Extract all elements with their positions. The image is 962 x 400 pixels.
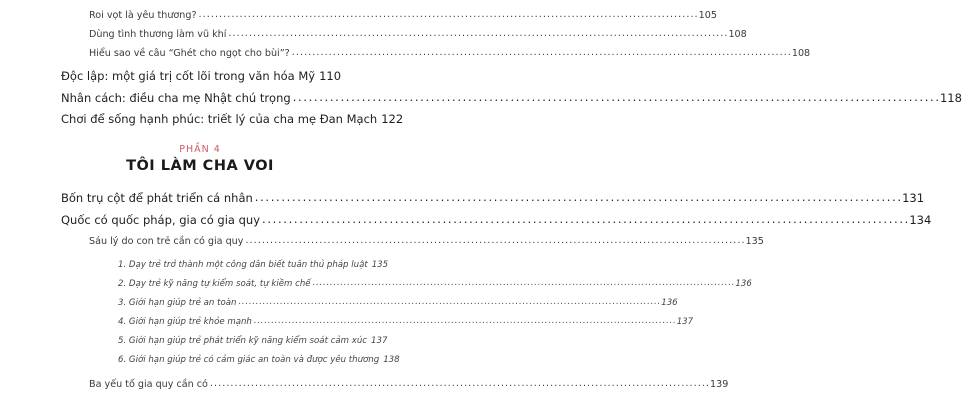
toc-entry-title: 5. Giới hạn giúp trẻ phát triển kỹ năng kiểm soát cảm xúc [118, 336, 368, 346]
toc-page-number: 135 [745, 236, 764, 247]
toc-entry-title: 1. Dạy trẻ trở thành một công dân biết tuân thủ pháp luật [118, 260, 368, 270]
toc-entry [61, 213, 932, 227]
toc-entry-title: Chơi để sống hạnh phúc: triết lý của cha mẹ Đan Mạch [61, 112, 378, 126]
toc-entry [118, 298, 678, 308]
toc-entry [118, 260, 389, 270]
toc-entry-title: Sáu lý do con trẻ cần có gia quy [89, 236, 244, 247]
part-title: TÔI LÀM CHA VOI [126, 158, 274, 174]
toc-entry-title: Dùng tình thương làm vũ khí [89, 29, 227, 40]
toc-page-number: 137 [371, 336, 388, 346]
toc-leader-dots [293, 92, 938, 104]
toc-entry [61, 91, 962, 105]
toc-leader-dots [228, 29, 726, 39]
toc-leader-dots [255, 192, 900, 204]
toc-entry-title: 4. Giới hạn giúp trẻ khỏe mạnh [118, 317, 252, 327]
toc-entry [89, 236, 764, 247]
toc-leader-dots [199, 10, 697, 20]
toc-page-number: 108 [791, 48, 811, 59]
toc-page-number: 139 [709, 379, 729, 390]
toc-entry-title: 2. Dạy trẻ kỹ năng tự kiểm soát, tự kiềm chế [118, 279, 311, 289]
toc-entry [89, 29, 747, 40]
toc-page-number: 138 [383, 355, 400, 365]
toc-page-number: 134 [909, 213, 932, 227]
toc-leader-dots [313, 279, 734, 288]
toc-entry-title: Quốc có quốc pháp, gia có gia quy [61, 213, 261, 227]
toc-page-number: 137 [676, 317, 694, 327]
toc-entry-title: Roi vọt là yêu thương? [89, 10, 197, 21]
toc-entry [61, 191, 925, 205]
toc-entry [61, 69, 342, 83]
toc-leader-dots [292, 48, 790, 58]
toc-entry [89, 48, 811, 59]
toc-page-number: 108 [728, 29, 747, 40]
toc-entry [118, 336, 388, 346]
toc-entry-title: 3. Giới hạn giúp trẻ an toàn [118, 298, 237, 308]
toc-entry [118, 355, 400, 365]
toc-page-number: 105 [698, 10, 717, 21]
toc-entry-title: Ba yếu tố gia quy cần có [89, 379, 208, 390]
toc-leader-dots [238, 298, 659, 307]
toc-page-number: 136 [661, 298, 678, 308]
toc-page-number: 135 [371, 260, 389, 270]
toc-page-number: 110 [319, 69, 342, 83]
part-label: PHẦN 4 [179, 144, 221, 155]
toc-entry [118, 317, 694, 327]
toc-leader-dots [245, 236, 743, 246]
toc-entry [61, 112, 404, 126]
toc-entry-title: 6. Giới hạn giúp trẻ có cảm giác an toàn và được yêu thương [118, 355, 380, 365]
toc-leader-dots [254, 317, 675, 326]
toc-entry [89, 10, 717, 21]
toc-entry-title: Hiểu sao về câu “Ghét cho ngọt cho bùi”? [89, 48, 290, 59]
toc-page-number: 131 [902, 191, 925, 205]
toc-entry-title: Nhân cách: điều cha mẹ Nhật chú trọng [61, 91, 291, 105]
toc-entry [89, 379, 729, 390]
toc-page-number: 136 [735, 279, 752, 289]
toc-leader-dots [262, 214, 907, 226]
toc-entry-title: Bốn trụ cột để phát triển cá nhân [61, 191, 253, 205]
toc-page-number: 122 [381, 112, 404, 126]
toc-entry [118, 279, 752, 289]
toc-entry-title: Độc lập: một giá trị cốt lõi trong văn hóa Mỹ [61, 69, 316, 83]
toc-leader-dots [210, 379, 708, 389]
toc-page-number: 118 [939, 91, 962, 105]
